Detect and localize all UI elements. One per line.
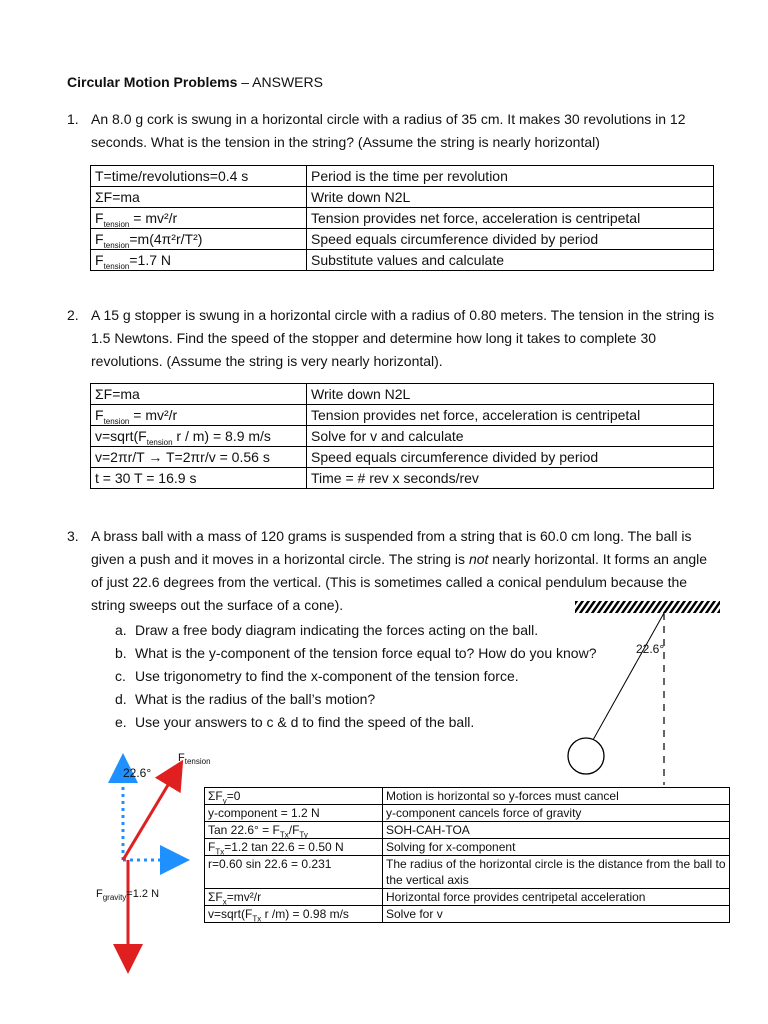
tension-arrow bbox=[123, 770, 177, 860]
q3-explanation-cell: Solving for x-component bbox=[383, 839, 730, 856]
q3-row bbox=[205, 788, 730, 805]
q2-equation-cell: ΣF=ma bbox=[91, 384, 307, 405]
q3-row bbox=[205, 839, 730, 856]
brass-ball bbox=[568, 738, 604, 774]
q3-explanation-cell: y-component cancels force of gravity bbox=[383, 805, 730, 822]
gravity-label: $F_{gravity}=1.2$ N bbox=[96, 888, 160, 903]
q1-explanation-cell: Period is the time per revolution bbox=[307, 166, 714, 187]
worksheet-page: Circular Motion Problems – ANSWERS 1. An 8.0 g cork is swung in a horizontal circle with a radius of 35 cm. It makes 30 revolutions in 12 seconds. What is the tension in the string? (Assume the string is nearly horizontal) T=time/revolutions=0.4 s Period is the time per revolution ΣF=ma Write down N2L $F_{tension} = mv^2/r$ Tension provides net force, acceleration is centripetal $F_{tension}=m(4\pi^2r/T^2)$ Speed equals circumference divided by period $F_{tension}=1.7$ N Substitute values and calculate 2. A 15 g stopper is swung in a horizontal circle with a radius of 0.80 meters. The tension in the string is 1.5 Newtons. Find the speed of the stopper and determine how long it takes to complete 30 revolutions. (Assume the string is very nearly horizontal). ΣF=ma Write down N2L $F_{tension} = mv^2/r$ Tension provides net force, acceleration is centripetal $v=sqrt(F_{tension}$ r / m) = 8.9 m/s Solve for v and calculate v=2πr/T → T=2πr/v = 0.56 s Speed equals circumference divided by period t = 30 T = 16.9 s Time = # rev x seconds/rev 3. A brass ball with a mass of 120 grams is suspended from a string that is 60.0 cm long. The ball is given a push and it moves in a horizontal circle. The string is not nearly horizontal. It forms an angle of just 22.6 degrees from the vertical. (This is sometimes called a conical pendulum because the string sweeps out the surface of a cone). a. Draw a free body diagram indicating the forces acting on the ball. b. What is the y-component of the tension force equal to? How do you know? c. Use trigonometry to find the x-component of the tension force. d. What is the radius of the ball’s motion? e. Use your answers to c & d to find the speed of the ball. 22.6° 22.6° $F_{tension}$ $F_{gravity}=1.2$ N $\Sigma F_y=0$ Motion is horizontal so y-forces must cancel y-component = 1.2 N y-component cancels force of gravity Tan $22.6^\circ = F_{Tx}/F_{Ty}$ SOH-CAH-TOA $F_{Tx}=1.2$ tan 22.6 = 0.50 N Solving for x-component r=0.60 sin 22.6 = 0.231 The radius of the horizontal circle is the distance from the ball to the vertical axis $\Sigma F_x=mv^2/r$ Horizontal force provides centripetal acceleration $v=sqrt(F_{Tx}$ r /m) = 0.98 m/s Solve for v bbox=[0, 0, 768, 1024]
subquestion-letter: c. bbox=[115, 668, 126, 684]
q2-explanation-cell: Time = # rev x seconds/rev bbox=[307, 468, 714, 489]
q1-explanation-cell: Write down N2L bbox=[307, 187, 714, 208]
subquestion-text: What is the y-component of the tension force equal to? How do you know? bbox=[135, 645, 597, 661]
subquestion-letter: a. bbox=[115, 622, 127, 638]
q3-explanation-cell: SOH-CAH-TOA bbox=[383, 822, 730, 839]
q3-explanation-cell: Motion is horizontal so y-forces must cancel bbox=[383, 788, 730, 805]
fbd-angle-label: 22.6° bbox=[123, 766, 152, 780]
q1-equation-cell: T=time/revolutions=0.4 s bbox=[91, 166, 307, 187]
pendulum-angle-label: 22.6° bbox=[636, 642, 665, 656]
q3-row bbox=[205, 805, 730, 822]
subquestion-text: Use your answers to c & d to find the speed of the ball. bbox=[135, 714, 475, 730]
tension-label: $F_{tension}$ bbox=[178, 752, 211, 767]
q1-equation-cell: $F_{tension} = mv^2/r$ bbox=[91, 208, 307, 229]
q3-equation-cell: Tan $22.6^\circ = F_{Tx}/F_{Ty}$ bbox=[205, 822, 383, 839]
q3-explanation-cell: Horizontal force provides centripetal acceleration bbox=[383, 889, 730, 906]
subquestion-text: Use trigonometry to find the x-component of the tension force. bbox=[135, 668, 519, 684]
subquestion-letter: e. bbox=[115, 714, 127, 730]
q2-equation-cell: t = 30 T = 16.9 s bbox=[91, 468, 307, 489]
q1-explanation-cell: Substitute values and calculate bbox=[307, 250, 714, 271]
q3-equation-cell: $v=sqrt(F_{Tx}$ r /m) = 0.98 m/s bbox=[205, 906, 383, 923]
q3-answer-table bbox=[204, 787, 730, 923]
q2-explanation-cell: Tension provides net force, acceleration is centripetal bbox=[307, 405, 714, 426]
q2-explanation-cell: Speed equals circumference divided by period bbox=[307, 447, 714, 468]
q3-row bbox=[205, 889, 730, 906]
subquestion-letter: b. bbox=[115, 645, 127, 661]
q2-explanation-cell: Solve for v and calculate bbox=[307, 426, 714, 447]
page-title: Circular Motion Problems – ANSWERS bbox=[67, 74, 323, 90]
subquestion-letter: d. bbox=[115, 691, 127, 707]
q2-explanation-cell: Write down N2L bbox=[307, 384, 714, 405]
q3-explanation-cell: The radius of the horizontal circle is the distance from the ball to the vertical axis bbox=[383, 856, 730, 889]
q2-equation-cell: $v=sqrt(F_{tension}$ r / m) = 8.9 m/s bbox=[91, 426, 307, 447]
q1-explanation-cell: Tension provides net force, acceleration is centripetal bbox=[307, 208, 714, 229]
subquestion-text: Draw a free body diagram indicating the forces acting on the ball. bbox=[135, 622, 539, 638]
q3-equation-cell: r=0.60 sin 22.6 = 0.231 bbox=[205, 856, 383, 889]
q3-equation-cell: $\Sigma F_x=mv^2/r$ bbox=[205, 889, 383, 906]
q2-equation-cell: $F_{tension} = mv^2/r$ bbox=[91, 405, 307, 426]
q3-row bbox=[205, 822, 730, 839]
q3-row bbox=[205, 856, 730, 889]
ceiling-hatch bbox=[575, 601, 720, 613]
q1-equation-cell: $F_{tension}=m(4\pi^2r/T^2)$ bbox=[91, 229, 307, 250]
q3-equation-cell: y-component = 1.2 N bbox=[205, 805, 383, 822]
pendulum-string bbox=[593, 613, 664, 740]
q3-explanation-cell: Solve for v bbox=[383, 906, 730, 923]
q2-equation-cell: v=2πr/T → T=2πr/v = 0.56 s bbox=[91, 447, 307, 468]
subquestion-text: What is the radius of the ball’s motion? bbox=[135, 691, 376, 707]
q1-equation-cell: $F_{tension}=1.7$ N bbox=[91, 250, 307, 271]
q1-explanation-cell: Speed equals circumference divided by period bbox=[307, 229, 714, 250]
q3-equation-cell: $F_{Tx}=1.2$ tan 22.6 = 0.50 N bbox=[205, 839, 383, 856]
q1-equation-cell: ΣF=ma bbox=[91, 187, 307, 208]
q3-equation-cell: $\Sigma F_y=0$ bbox=[205, 788, 383, 805]
q3-row bbox=[205, 906, 730, 923]
